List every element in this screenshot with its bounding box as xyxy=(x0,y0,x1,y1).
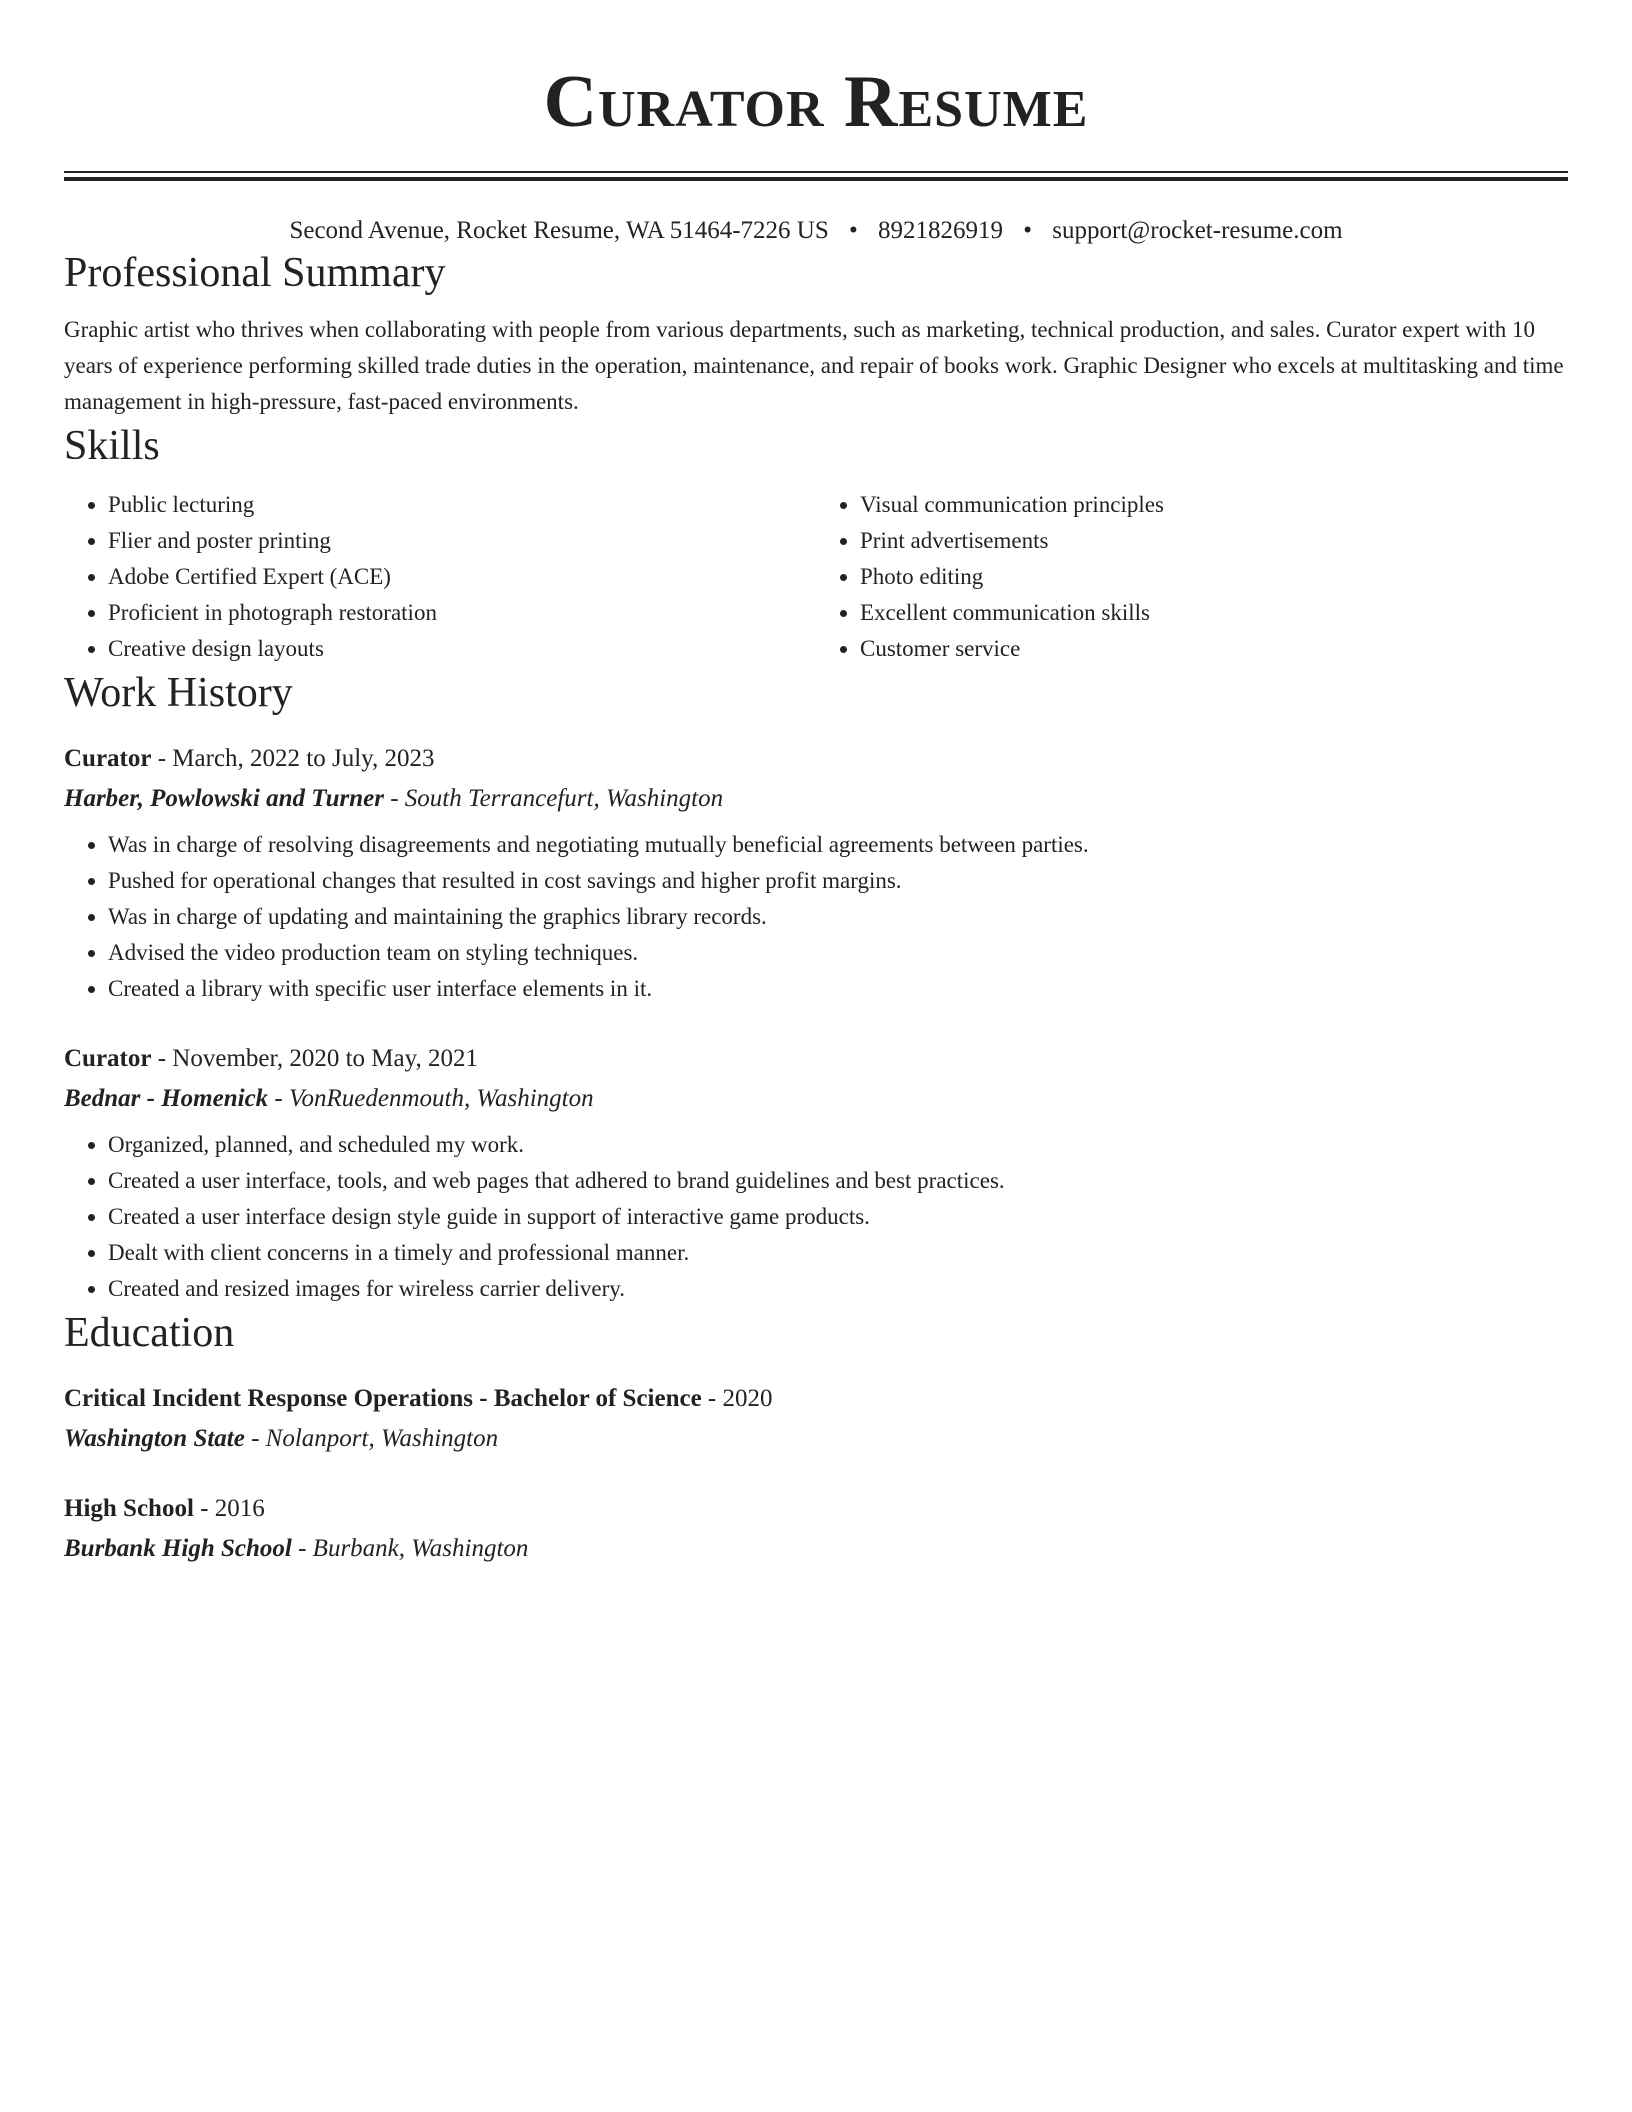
job-location: - VonRuedenmouth, Washington xyxy=(268,1085,594,1112)
summary-text: Graphic artist who thrives when collaborating with people from various departments, such as marketing, technical production, and sales. Curator expert with 10 years of experience performing skilled trade duties in the operation, maintenance, and repair of books work. Graphic Designer who excels at multitasking and time management in high-pressure, fast-paced environments. xyxy=(64,317,1564,414)
job-entry xyxy=(64,1039,1568,1307)
list-item: • Pushed for operational changes that resulted in cost savings and higher profit margins. xyxy=(108,863,1568,899)
title-divider xyxy=(64,171,1568,181)
job-role: Curator xyxy=(64,745,152,772)
school-name: Burbank High School xyxy=(64,1535,292,1562)
contact-line xyxy=(64,215,1568,247)
job-entry xyxy=(64,739,1568,1007)
job-role: Curator xyxy=(64,1045,152,1072)
contact-email: support@rocket-resume.com xyxy=(1052,217,1343,244)
job-location: - South Terrancefurt, Washington xyxy=(383,785,724,812)
school-line xyxy=(64,1529,1568,1569)
skill-item: • Excellent communication skills xyxy=(860,595,1568,631)
skill-item: • Flier and poster printing xyxy=(108,523,816,559)
job-company-line xyxy=(64,779,1568,819)
list-item: • Advised the video production team on styling techniques. xyxy=(108,935,1568,971)
education-entry xyxy=(64,1379,1568,1459)
bullet-separator: • xyxy=(1023,217,1033,244)
degree-name: Critical Incident Response Operations - Bachelor of Science xyxy=(64,1385,702,1412)
job-company: Bednar - Homenick xyxy=(64,1085,269,1112)
list-item: • Organized, planned, and scheduled my work. xyxy=(108,1127,1568,1163)
page-title: Curator Resume xyxy=(543,61,1089,143)
list-item: • Created a library with specific user interface elements in it. xyxy=(108,971,1568,1007)
degree-line xyxy=(64,1379,1568,1419)
list-item: • Was in charge of updating and maintaining the graphics library records. xyxy=(108,899,1568,935)
contact-address: Second Avenue, Rocket Resume, WA 51464-7226 US xyxy=(289,217,829,244)
list-item: • Was in charge of resolving disagreements and negotiating mutually beneficial agreements between parties. xyxy=(108,827,1568,863)
skills-heading: Skills xyxy=(64,423,160,469)
school-line xyxy=(64,1419,1568,1459)
skills-left-column xyxy=(64,487,816,667)
skill-item: • Proficient in photograph restoration xyxy=(108,595,816,631)
graduation-year: - 2016 xyxy=(193,1495,265,1522)
work-history-heading: Work History xyxy=(64,670,293,716)
skill-item: • Public lecturing xyxy=(108,487,816,523)
skill-item: • Customer service xyxy=(860,631,1568,667)
list-item: • Created a user interface, tools, and web pages that adhered to brand guidelines and best practices. xyxy=(108,1163,1568,1199)
skill-item: • Creative design layouts xyxy=(108,631,816,667)
job-title-line xyxy=(64,739,1568,779)
school-name: Washington State xyxy=(64,1425,245,1452)
education-heading: Education xyxy=(64,1310,235,1356)
job-company: Harber, Powlowski and Turner xyxy=(64,785,384,812)
education-entry xyxy=(64,1489,1568,1569)
school-location: - Nolanport, Washington xyxy=(244,1425,499,1452)
degree-line xyxy=(64,1489,1568,1529)
skill-item: • Print advertisements xyxy=(860,523,1568,559)
job-duties-list xyxy=(64,1127,1568,1307)
job-company-line xyxy=(64,1079,1568,1119)
job-title-line xyxy=(64,1039,1568,1079)
list-item: • Dealt with client concerns in a timely and professional manner. xyxy=(108,1235,1568,1271)
job-dates: - November, 2020 to May, 2021 xyxy=(151,1045,478,1072)
summary-heading: Professional Summary xyxy=(64,250,446,296)
graduation-year: - 2020 xyxy=(701,1385,773,1412)
job-dates: - March, 2022 to July, 2023 xyxy=(151,745,435,772)
list-item: • Created and resized images for wireless carrier delivery. xyxy=(108,1271,1568,1307)
skills-grid xyxy=(64,487,1568,667)
skill-item: • Visual communication principles xyxy=(860,487,1568,523)
list-item: • Created a user interface design style guide in support of interactive game products. xyxy=(108,1199,1568,1235)
contact-phone: 8921826919 xyxy=(878,217,1003,244)
skill-item: • Adobe Certified Expert (ACE) xyxy=(108,559,816,595)
school-location: - Burbank, Washington xyxy=(291,1535,529,1562)
job-duties-list xyxy=(64,827,1568,1007)
skill-item: • Photo editing xyxy=(860,559,1568,595)
degree-name: High School xyxy=(64,1495,194,1522)
bullet-separator: • xyxy=(848,217,858,244)
skills-right-column xyxy=(816,487,1568,667)
